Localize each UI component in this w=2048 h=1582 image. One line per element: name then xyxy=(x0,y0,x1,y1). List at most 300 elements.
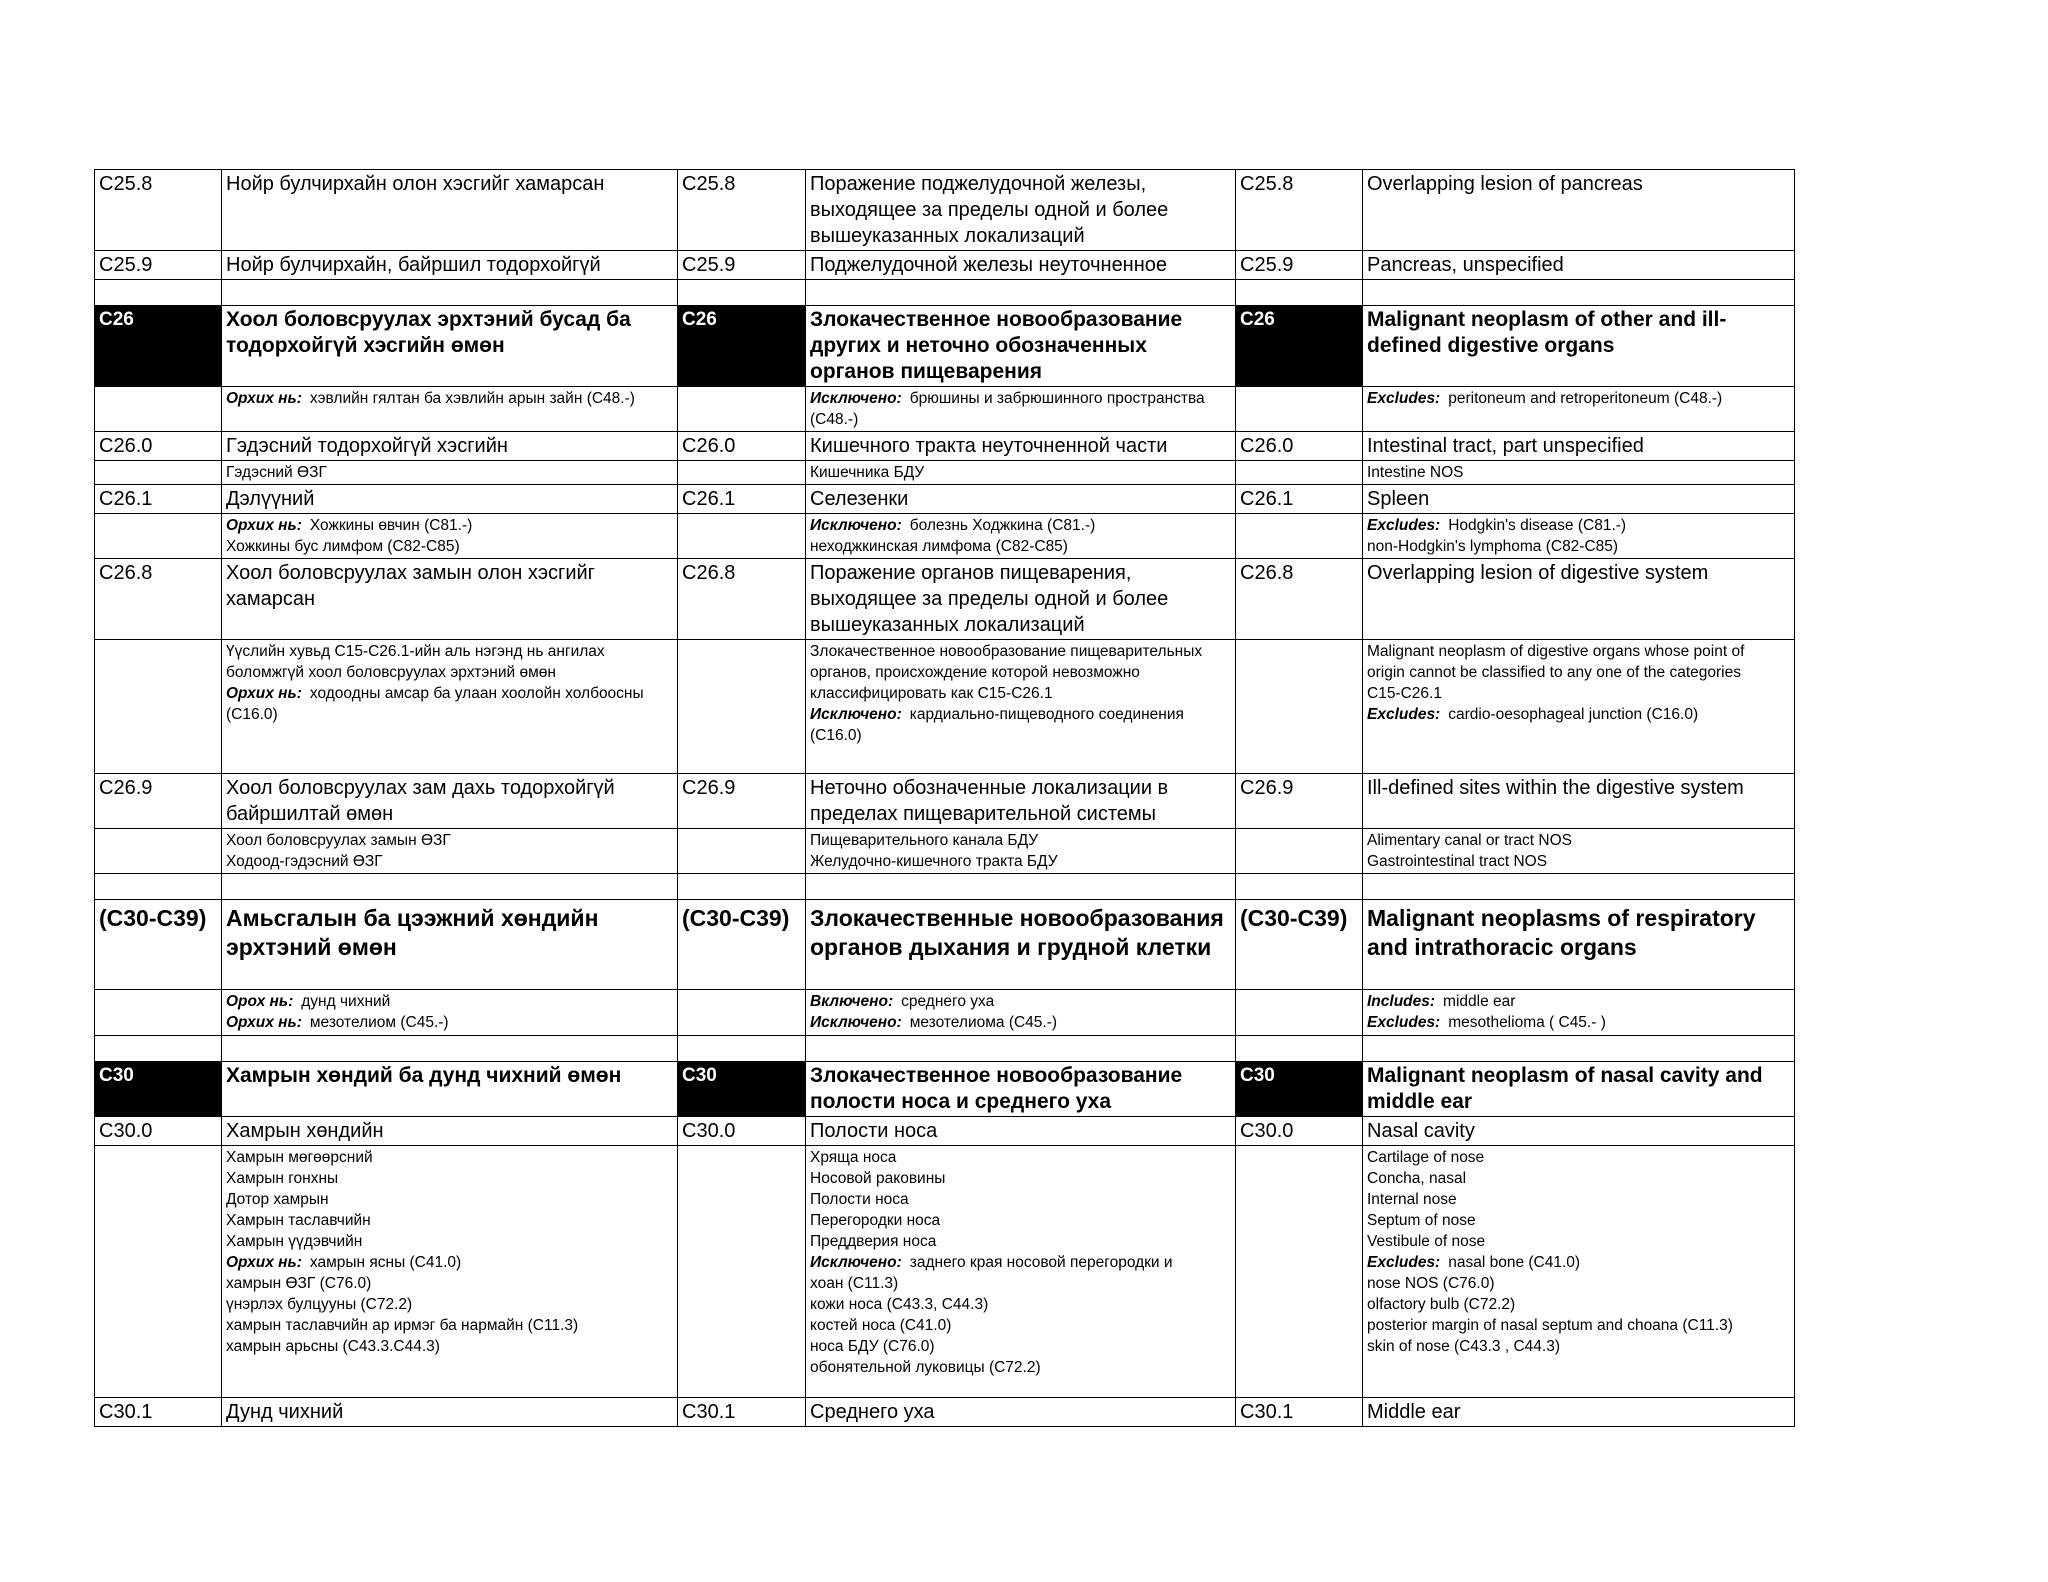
code-cell-mn xyxy=(95,485,222,514)
code-cell-en xyxy=(1236,874,1363,900)
cell-line: боломжгүй хоол боловсруулах эрхтэний өмөн xyxy=(226,664,556,681)
text-cell-en xyxy=(1363,485,1795,514)
code-cell-mn xyxy=(95,1146,222,1398)
code-cell-mn xyxy=(95,774,222,829)
code-cell-mn xyxy=(95,514,222,559)
text-cell-ru xyxy=(806,280,1236,306)
code-label: C30 xyxy=(1240,1065,1275,1086)
note-text: mesothelioma ( C45.- ) xyxy=(1448,1014,1606,1031)
code-cell-ru xyxy=(678,306,806,387)
note-text: кардиально-пищеводного соединения xyxy=(909,706,1184,723)
text-cell-en xyxy=(1363,514,1795,559)
code-label: (C30-C39) xyxy=(1240,905,1348,931)
cell-line: (C16.0) xyxy=(810,727,862,744)
note-text: cardio-oesophageal junction (C16.0) xyxy=(1448,706,1699,723)
code-label: C30 xyxy=(682,1065,717,1086)
code-cell-mn xyxy=(95,306,222,387)
code-cell-ru xyxy=(678,170,806,251)
code-cell-mn xyxy=(95,1117,222,1146)
code-cell-mn xyxy=(95,990,222,1036)
code-cell-ru xyxy=(678,251,806,280)
table-row xyxy=(95,829,1795,874)
cell-line: Middle ear xyxy=(1367,1401,1461,1423)
keyword-label: Excludes: xyxy=(1367,706,1441,723)
note-line xyxy=(810,1012,1231,1033)
cell-line: Среднего уха xyxy=(810,1401,935,1423)
note-line xyxy=(226,991,673,1012)
cell-line: Overlapping lesion of digestive system xyxy=(1367,562,1709,584)
text-cell-ru xyxy=(806,1036,1236,1062)
code-cell-en xyxy=(1236,829,1363,874)
text-cell-mn xyxy=(222,514,678,559)
code-cell-ru xyxy=(678,485,806,514)
table-row xyxy=(95,990,1795,1036)
code-cell-mn xyxy=(95,251,222,280)
text-cell-mn xyxy=(222,874,678,900)
table-row xyxy=(95,774,1795,829)
note-text: мезотелиома (C45.-) xyxy=(909,1014,1058,1031)
cell-line: органов, происхождение которой невозможно xyxy=(810,664,1140,681)
cell-line: nose NOS (C76.0) xyxy=(1367,1275,1495,1292)
cell-line: Кишечного тракта неуточненной части xyxy=(810,435,1168,457)
cell-line: Хамрын мөгөөрсний xyxy=(226,1149,373,1166)
note-text: Хожкины өвчин (C81.-) xyxy=(309,517,473,534)
cell-line: Хамрын таславчийн xyxy=(226,1212,371,1229)
note-line xyxy=(810,991,1231,1012)
cell-line: Malignant neoplasm of nasal cavity and xyxy=(1367,1064,1763,1087)
code-cell-mn xyxy=(95,170,222,251)
cell-line: skin of nose (C43.3 , C44.3) xyxy=(1367,1338,1560,1355)
cell-line: Поджелудочной железы неуточненное xyxy=(810,254,1168,276)
text-cell-mn xyxy=(222,461,678,485)
keyword-label: Excludes: xyxy=(1367,1014,1441,1031)
text-cell-en xyxy=(1363,387,1795,432)
code-cell-ru xyxy=(678,432,806,461)
cell-line: Concha, nasal xyxy=(1367,1170,1467,1187)
cell-line: Хамрын хөндийн xyxy=(226,1120,384,1142)
cell-line: Vestibule of nose xyxy=(1367,1233,1486,1250)
text-cell-ru xyxy=(806,900,1236,990)
code-cell-mn xyxy=(95,640,222,774)
code-label: C30.1 xyxy=(682,1401,736,1423)
note-text: болезнь Ходжкина (C81.-) xyxy=(909,517,1096,534)
note-line xyxy=(226,1012,673,1033)
cell-line: olfactory bulb (C72.2) xyxy=(1367,1296,1516,1313)
note-text: nasal bone (C41.0) xyxy=(1448,1254,1581,1271)
text-cell-ru xyxy=(806,514,1236,559)
cell-line: Кишечника БДУ xyxy=(810,464,925,481)
table-row xyxy=(95,1062,1795,1117)
cell-line: Хамрын хөндий ба дунд чихний өмөн xyxy=(226,1064,622,1087)
cell-line: Хамрын гонхны xyxy=(226,1170,339,1187)
cell-line: Intestinal tract, part unspecified xyxy=(1367,435,1644,457)
text-cell-en xyxy=(1363,829,1795,874)
cell-line: носа БДУ (C76.0) xyxy=(810,1338,935,1355)
text-cell-mn xyxy=(222,640,678,774)
note-text: дунд чихний xyxy=(301,993,391,1010)
cell-line: хамрын арьсны (C43.3.C44.3) xyxy=(226,1338,440,1355)
code-label: C26.8 xyxy=(1240,562,1294,584)
text-cell-mn xyxy=(222,1062,678,1117)
note-line xyxy=(1367,1012,1790,1033)
code-label: C26.9 xyxy=(682,777,736,799)
cell-line: тодорхойгүй хэсгийн өмөн xyxy=(226,334,505,357)
code-cell-ru xyxy=(678,990,806,1036)
cell-line: Ill-defined sites within the digestive system xyxy=(1367,777,1744,799)
cell-line: хамрын ӨЗГ (C76.0) xyxy=(226,1275,372,1292)
cell-line: обонятельной луковицы (C72.2) xyxy=(810,1359,1041,1376)
code-cell-mn xyxy=(95,432,222,461)
cell-line: Желудочно-кишечного тракта БДУ xyxy=(810,853,1058,870)
text-cell-mn xyxy=(222,485,678,514)
code-cell-mn xyxy=(95,461,222,485)
code-cell-en xyxy=(1236,485,1363,514)
table-row xyxy=(95,559,1795,640)
cell-line: Злокачественное новообразование xyxy=(810,308,1183,331)
text-cell-en xyxy=(1363,280,1795,306)
keyword-label: Includes: xyxy=(1367,993,1436,1010)
code-label: C25.9 xyxy=(99,254,153,276)
text-cell-ru xyxy=(806,251,1236,280)
keyword-label: Исключено: xyxy=(810,706,902,723)
text-cell-en xyxy=(1363,432,1795,461)
code-cell-mn xyxy=(95,1398,222,1427)
text-cell-en xyxy=(1363,559,1795,640)
text-cell-ru xyxy=(806,874,1236,900)
cell-line: Хоол боловсруулах зам дахь тодорхойгүй xyxy=(226,777,615,799)
code-label: C25.8 xyxy=(1240,173,1294,195)
text-cell-ru xyxy=(806,559,1236,640)
table-row xyxy=(95,1036,1795,1062)
code-cell-mn xyxy=(95,387,222,432)
cell-line: Хоол боловсруулах замын олон хэсгийг xyxy=(226,562,595,584)
cell-line: origin cannot be classified to any one of the categories xyxy=(1367,664,1741,681)
cell-line: middle ear xyxy=(1367,1090,1473,1113)
table-row xyxy=(95,1117,1795,1146)
keyword-label: Орхих нь: xyxy=(226,685,302,702)
code-label: C26 xyxy=(682,309,717,330)
code-cell-mn xyxy=(95,900,222,990)
note-text: peritoneum and retroperitoneum (C48.-) xyxy=(1448,390,1723,407)
text-cell-ru xyxy=(806,1062,1236,1117)
cell-line: Cartilage of nose xyxy=(1367,1149,1485,1166)
table-row xyxy=(95,1398,1795,1427)
cell-line: Internal nose xyxy=(1367,1191,1457,1208)
code-cell-en xyxy=(1236,170,1363,251)
cell-line: Дотор хамрын xyxy=(226,1191,329,1208)
code-cell-en xyxy=(1236,1146,1363,1398)
cell-line: Gastrointestinal tract NOS xyxy=(1367,853,1548,870)
code-cell-mn xyxy=(95,829,222,874)
keyword-label: Исключено: xyxy=(810,1014,902,1031)
text-cell-mn xyxy=(222,1036,678,1062)
code-cell-en xyxy=(1236,1036,1363,1062)
code-cell-mn xyxy=(95,559,222,640)
keyword-label: Excludes: xyxy=(1367,517,1441,534)
note-line xyxy=(810,704,1231,725)
code-label: C25.8 xyxy=(99,173,153,195)
text-cell-mn xyxy=(222,1398,678,1427)
cell-line: Гэдэсний тодорхойгүй хэсгийн xyxy=(226,435,508,457)
note-text: middle ear xyxy=(1443,993,1516,1010)
code-cell-ru xyxy=(678,387,806,432)
note-line xyxy=(226,515,673,536)
code-label: C26.9 xyxy=(99,777,153,799)
code-label: (C30-C39) xyxy=(99,905,207,931)
keyword-label: Включено: xyxy=(810,993,894,1010)
cell-line: (C16.0) xyxy=(226,706,278,723)
text-cell-ru xyxy=(806,306,1236,387)
code-cell-en xyxy=(1236,461,1363,485)
cell-line: Селезенки xyxy=(810,488,909,510)
code-label: C26.8 xyxy=(99,562,153,584)
cell-line: Хоол боловсруулах эрхтэний бусад ба xyxy=(226,308,631,331)
cell-line: костей носа (C41.0) xyxy=(810,1317,952,1334)
cell-line: C15-C26.1 xyxy=(1367,685,1442,702)
cell-line: үнэрлэх булцууны (C72.2) xyxy=(226,1296,413,1313)
text-cell-mn xyxy=(222,900,678,990)
code-label: C26.8 xyxy=(682,562,736,584)
text-cell-en xyxy=(1363,774,1795,829)
code-cell-ru xyxy=(678,1117,806,1146)
code-label: C26.1 xyxy=(99,488,153,510)
cell-line: органов пищеварения xyxy=(810,360,1042,383)
code-cell-mn xyxy=(95,280,222,306)
cell-line: вышеуказанных локализаций xyxy=(810,614,1085,636)
code-label: C30 xyxy=(99,1065,134,1086)
cell-line: Alimentary canal or tract NOS xyxy=(1367,832,1573,849)
code-label: C26.0 xyxy=(1240,435,1294,457)
code-cell-en xyxy=(1236,1117,1363,1146)
cell-line: Амьсгалын ба цээжний хөндийн xyxy=(226,905,599,931)
cell-line: выходящее за пределы одной и более xyxy=(810,588,1169,610)
cell-line: байршилтай өмөн xyxy=(226,803,394,825)
code-cell-en xyxy=(1236,640,1363,774)
cell-line: Хоол боловсруулах замын ӨЗГ xyxy=(226,832,451,849)
text-cell-ru xyxy=(806,1146,1236,1398)
text-cell-ru xyxy=(806,990,1236,1036)
cell-line: and intrathoracic organs xyxy=(1367,934,1637,960)
code-cell-ru xyxy=(678,774,806,829)
cell-line: Malignant neoplasm of digestive organs whose point of xyxy=(1367,643,1745,660)
text-cell-mn xyxy=(222,251,678,280)
code-cell-ru xyxy=(678,640,806,774)
code-cell-ru xyxy=(678,1062,806,1117)
cell-line: Хожкины бус лимфом (C82-C85) xyxy=(226,538,460,555)
text-cell-en xyxy=(1363,1146,1795,1398)
text-cell-ru xyxy=(806,461,1236,485)
text-cell-en xyxy=(1363,251,1795,280)
text-cell-ru xyxy=(806,432,1236,461)
cell-line: Злокачественное новообразование xyxy=(810,1064,1183,1087)
code-label: C26.0 xyxy=(682,435,736,457)
keyword-label: Excludes: xyxy=(1367,1254,1441,1271)
cell-line: non-Hodgkin's lymphoma (C82-C85) xyxy=(1367,538,1619,555)
text-cell-en xyxy=(1363,1398,1795,1427)
text-cell-ru xyxy=(806,387,1236,432)
keyword-label: Исключено: xyxy=(810,517,902,534)
cell-line: Злокачественные новообразования xyxy=(810,905,1224,931)
cell-line: Malignant neoplasms of respiratory xyxy=(1367,905,1756,931)
code-cell-en xyxy=(1236,990,1363,1036)
table-row xyxy=(95,387,1795,432)
code-cell-en xyxy=(1236,559,1363,640)
table-row xyxy=(95,251,1795,280)
keyword-label: Орхих нь: xyxy=(226,1014,302,1031)
table-row xyxy=(95,432,1795,461)
table-row xyxy=(95,1146,1795,1398)
note-text: ходоодны амсар ба улаан хоолойн холбоосны xyxy=(309,685,644,702)
code-label: C30.0 xyxy=(1240,1120,1294,1142)
cell-line: хамарсан xyxy=(226,588,316,610)
text-cell-mn xyxy=(222,170,678,251)
code-cell-mn xyxy=(95,1062,222,1117)
code-cell-en xyxy=(1236,432,1363,461)
code-cell-en xyxy=(1236,387,1363,432)
text-cell-ru xyxy=(806,1117,1236,1146)
cell-line: Полости носа xyxy=(810,1120,938,1142)
note-line xyxy=(226,388,673,409)
text-cell-en xyxy=(1363,640,1795,774)
code-cell-en xyxy=(1236,514,1363,559)
cell-line: Хряща носа xyxy=(810,1149,897,1166)
note-text: среднего уха xyxy=(901,993,995,1010)
cell-line: Ходоод-гэдэсний ӨЗГ xyxy=(226,853,383,870)
cell-line: выходящее за пределы одной и более xyxy=(810,199,1169,221)
cell-line: Неточно обозначенные локализации в xyxy=(810,777,1169,799)
table-row xyxy=(95,874,1795,900)
table-row xyxy=(95,640,1795,774)
cell-line: Нойр булчирхайн олон хэсгийг хамарсан xyxy=(226,173,605,195)
table-row xyxy=(95,514,1795,559)
cell-line: хоан (C11.3) xyxy=(810,1275,899,1292)
keyword-label: Орхих нь: xyxy=(226,390,302,407)
cell-line: Хамрын үүдэвчийн xyxy=(226,1233,363,1250)
cell-line: Поражение органов пищеварения, xyxy=(810,562,1132,584)
text-cell-mn xyxy=(222,1117,678,1146)
cell-line: Полости носа xyxy=(810,1191,909,1208)
code-label: C30.0 xyxy=(99,1120,153,1142)
note-text: заднего края носовой перегородки и xyxy=(909,1254,1173,1271)
text-cell-mn xyxy=(222,1146,678,1398)
note-line xyxy=(1367,1252,1790,1273)
table-row xyxy=(95,280,1795,306)
text-cell-mn xyxy=(222,306,678,387)
cell-line: Поражение поджелудочной железы, xyxy=(810,173,1147,195)
code-label: C30.1 xyxy=(1240,1401,1294,1423)
code-cell-ru xyxy=(678,514,806,559)
code-cell-ru xyxy=(678,1146,806,1398)
code-cell-en xyxy=(1236,251,1363,280)
keyword-label: Исключено: xyxy=(810,390,902,407)
cell-line: Злокачественное новообразование пищеварительных xyxy=(810,643,1203,660)
note-line xyxy=(810,1252,1231,1273)
code-cell-ru xyxy=(678,461,806,485)
cell-line: Перегородки носа xyxy=(810,1212,941,1229)
cell-line: полости носа и среднего уха xyxy=(810,1090,1112,1113)
note-line xyxy=(810,388,1231,409)
cell-line: Malignant neoplasm of other and ill- xyxy=(1367,308,1727,331)
keyword-label: Excludes: xyxy=(1367,390,1441,407)
cell-line: других и неточно обозначенных xyxy=(810,334,1147,357)
code-label: C26.1 xyxy=(1240,488,1294,510)
text-cell-ru xyxy=(806,170,1236,251)
cell-line: (C48.-) xyxy=(810,411,859,428)
cell-line: эрхтэний өмөн xyxy=(226,934,397,960)
keyword-label: Исключено: xyxy=(810,1254,902,1271)
code-label: C25.8 xyxy=(682,173,736,195)
cell-line: Septum of nose xyxy=(1367,1212,1476,1229)
code-cell-en xyxy=(1236,306,1363,387)
code-cell-ru xyxy=(678,829,806,874)
note-line xyxy=(1367,991,1790,1012)
note-line xyxy=(226,683,673,704)
text-cell-mn xyxy=(222,829,678,874)
text-cell-ru xyxy=(806,829,1236,874)
code-label: C26 xyxy=(99,309,134,330)
code-label: C30.1 xyxy=(99,1401,153,1423)
code-cell-en xyxy=(1236,1062,1363,1117)
code-cell-ru xyxy=(678,280,806,306)
note-text: хэвлийн гялтан ба хэвлийн арын зайн (C48.-) xyxy=(309,390,635,407)
text-cell-en xyxy=(1363,306,1795,387)
note-text: брюшины и забрюшинного пространства xyxy=(909,390,1205,407)
code-cell-ru xyxy=(678,559,806,640)
table-row xyxy=(95,485,1795,514)
text-cell-ru xyxy=(806,1398,1236,1427)
text-cell-ru xyxy=(806,774,1236,829)
code-cell-ru xyxy=(678,1036,806,1062)
note-line xyxy=(1367,515,1790,536)
code-label: C26.9 xyxy=(1240,777,1294,799)
text-cell-mn xyxy=(222,774,678,829)
cell-line: Nasal cavity xyxy=(1367,1120,1475,1142)
cell-line: неходжкинская лимфома (C82-C85) xyxy=(810,538,1068,555)
text-cell-mn xyxy=(222,387,678,432)
note-line xyxy=(1367,388,1790,409)
code-cell-mn xyxy=(95,1036,222,1062)
code-label: C26 xyxy=(1240,309,1275,330)
text-cell-en xyxy=(1363,990,1795,1036)
note-line xyxy=(810,515,1231,536)
cell-line: Pancreas, unspecified xyxy=(1367,254,1564,276)
cell-line: posterior margin of nasal septum and choana (C11.3) xyxy=(1367,1317,1733,1334)
table-row xyxy=(95,170,1795,251)
note-line xyxy=(1367,704,1790,725)
cell-line: Intestine NOS xyxy=(1367,464,1464,481)
text-cell-en xyxy=(1363,900,1795,990)
cell-line: Нойр булчирхайн, байршил тодорхойгүй xyxy=(226,254,601,276)
code-cell-ru xyxy=(678,1398,806,1427)
keyword-label: Орох нь: xyxy=(226,993,294,1010)
cell-line: кожи носа (C43.3, C44.3) xyxy=(810,1296,989,1313)
cell-line: Пищеварительного канала БДУ xyxy=(810,832,1039,849)
code-cell-en xyxy=(1236,774,1363,829)
cell-line: вышеуказанных локализаций xyxy=(810,225,1085,247)
cell-line: defined digestive organs xyxy=(1367,334,1615,357)
code-cell-en xyxy=(1236,280,1363,306)
text-cell-en xyxy=(1363,874,1795,900)
text-cell-mn xyxy=(222,559,678,640)
cell-line: Носовой раковины xyxy=(810,1170,946,1187)
keyword-label: Орхих нь: xyxy=(226,1254,302,1271)
code-label: C26.0 xyxy=(99,435,153,457)
table-row xyxy=(95,461,1795,485)
icd-table-body xyxy=(95,170,1795,1427)
text-cell-en xyxy=(1363,1117,1795,1146)
icd-code-table xyxy=(94,169,1795,1427)
cell-line: пределах пищеварительной системы xyxy=(810,803,1157,825)
